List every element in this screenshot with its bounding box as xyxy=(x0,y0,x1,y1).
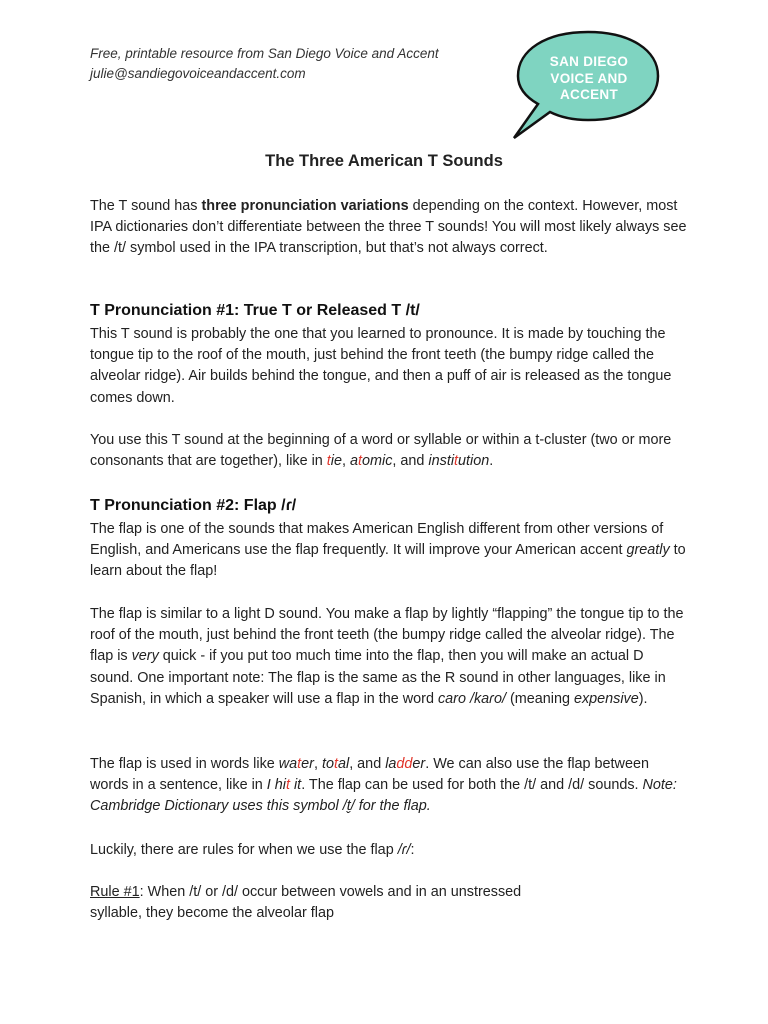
example-institution-t: t xyxy=(454,453,459,470)
example-water-a: wa xyxy=(278,756,298,772)
section2-p2-text-e: (meaning xyxy=(505,690,574,707)
example-i-hit-it xyxy=(267,777,301,793)
example-atomic-a: a xyxy=(350,453,359,470)
example-water-c: er xyxy=(301,756,314,772)
example-atomic-t: t xyxy=(358,453,363,470)
example-hit-t: t xyxy=(285,777,290,794)
example-institution-a: insti xyxy=(428,453,455,470)
section2-p2-italic-caro: caro /kaɾo/ xyxy=(437,690,506,707)
example-total xyxy=(322,756,349,772)
rule-1-paragraph xyxy=(90,882,560,924)
example-hit-c: it xyxy=(289,777,302,794)
intro-text-a: The T sound has xyxy=(90,198,202,214)
section1-paragraph-1: This T sound is probably the one that you learned to pronounce. It is made by touching the tongue tip to the roof of the mouth, just behind the front teeth (the bumpy ridge called the alveolar ridge). Air builds behind the tongue, and then a puff of air is released as the tongue comes down. xyxy=(90,326,672,406)
example-ladder-a: la xyxy=(385,756,397,772)
section2-p4-text-c: : xyxy=(410,842,415,858)
rule-1-label: Rule #1 xyxy=(90,884,140,900)
section2-p3-text-d: . We can also use the flap between words in a sentence, like in xyxy=(90,756,649,794)
example-water xyxy=(279,756,314,772)
section2-paragraph-2 xyxy=(90,604,690,710)
section2-p3-sep-c: , and xyxy=(349,756,386,772)
page-title: The Three American T Sounds xyxy=(265,152,503,170)
section2-p3-text-e: . The flap can be used for both the /t/ and /d/ sounds. xyxy=(301,777,643,794)
example-ladder-c: er xyxy=(412,756,426,772)
section2-p3-text-a: The flap is used in words like xyxy=(90,756,279,772)
intro-text-c: depending on the context. However, most IPA dictionaries don’t differentiate between the three T sounds! You will most likely always see the /t/ symbol used in the IPA transcription, but that’s not always correct. xyxy=(90,198,687,257)
section1-end: . xyxy=(489,453,494,470)
section1-sep2: , and xyxy=(392,453,429,470)
section2-p2-text-a: The flap is similar to a light D sound. You make a flap by lightly “flapping” the tongue tip to the roof of the mouth, just behind the front teeth (the bumpy ridge called the alveolar ridge). The flap is xyxy=(90,606,684,665)
section2-p3-sep-b: , xyxy=(313,756,322,772)
example-tie-t: t xyxy=(326,453,331,470)
section1-heading: T Pronunciation #1: True T or Released T /t/ xyxy=(90,302,420,319)
logo-line-1: SAN DIEGO xyxy=(549,54,629,69)
section2-paragraph-3 xyxy=(90,754,690,818)
example-total-a: to xyxy=(321,756,334,772)
example-total-c: al xyxy=(337,756,350,772)
intro-paragraph xyxy=(90,196,690,260)
section2-heading: T Pronunciation #2: Flap /ɾ/ xyxy=(90,497,297,514)
section2-p1-text-c: to learn about the flap! xyxy=(90,542,686,580)
example-institution-rest: ution xyxy=(458,453,490,470)
rule-1-text: : When /t/ or /d/ occur between vowels and in an unstressed syllable, they become the alveolar flap xyxy=(90,884,522,922)
example-water-t: t xyxy=(297,756,302,772)
header-source-line: Free, printable resource from San Diego Voice and Accent xyxy=(90,46,439,61)
example-institution xyxy=(428,453,489,469)
example-total-t: t xyxy=(333,756,338,772)
section2-p4-text-a: Luckily, there are rules for when we use the flap xyxy=(90,842,398,858)
section2-paragraph-4 xyxy=(90,840,690,861)
section2-p2-italic-very: very xyxy=(131,648,159,665)
section1-paragraph-2 xyxy=(90,430,690,472)
logo-line-2: VOICE AND xyxy=(550,70,628,86)
section2-p3-cambridge-note: Note: Cambridge Dictionary uses this symbol /t̬/ for the flap. xyxy=(90,777,677,815)
section1-sep1: , xyxy=(342,453,350,470)
section2-p2-text-c: quick - if you put too much time into the flap, then you will make an actual D sound. One important note: The flap is the same as the R sound in other languages, like in Spanish, in which a speaker will use a flap in the word xyxy=(90,648,666,707)
section2-p1-italic: greatly xyxy=(626,542,670,559)
logo-line-3: ACCENT xyxy=(559,87,619,102)
logo-text xyxy=(524,54,654,104)
example-hit-a: I hi xyxy=(266,777,286,794)
intro-bold-phrase: three pronunciation variations xyxy=(201,198,409,214)
example-ladder-dd: dd xyxy=(396,756,413,772)
example-ladder xyxy=(385,756,425,772)
section2-paragraph-1 xyxy=(90,519,690,583)
example-tie xyxy=(327,453,342,469)
section2-p4-flap-symbol: /ɾ/ xyxy=(397,842,411,858)
section2-p2-italic-expensive: expensive xyxy=(573,690,639,707)
section2-p2-text-g: ). xyxy=(638,690,648,707)
example-atomic-rest: omic xyxy=(362,453,393,470)
section1-p2-text: You use this T sound at the beginning of a word or syllable or within a t-cluster (two or more consonants that are together), like in xyxy=(90,432,672,470)
example-atomic xyxy=(350,453,392,469)
example-tie-rest: ie xyxy=(330,453,342,470)
header-email-line: julie@sandiegovoiceandaccent.com xyxy=(90,66,306,81)
section2-p1-text-a: The flap is one of the sounds that makes American English different from other versions of English, and Americans use the flap frequently. It will improve your American accent xyxy=(90,521,664,559)
